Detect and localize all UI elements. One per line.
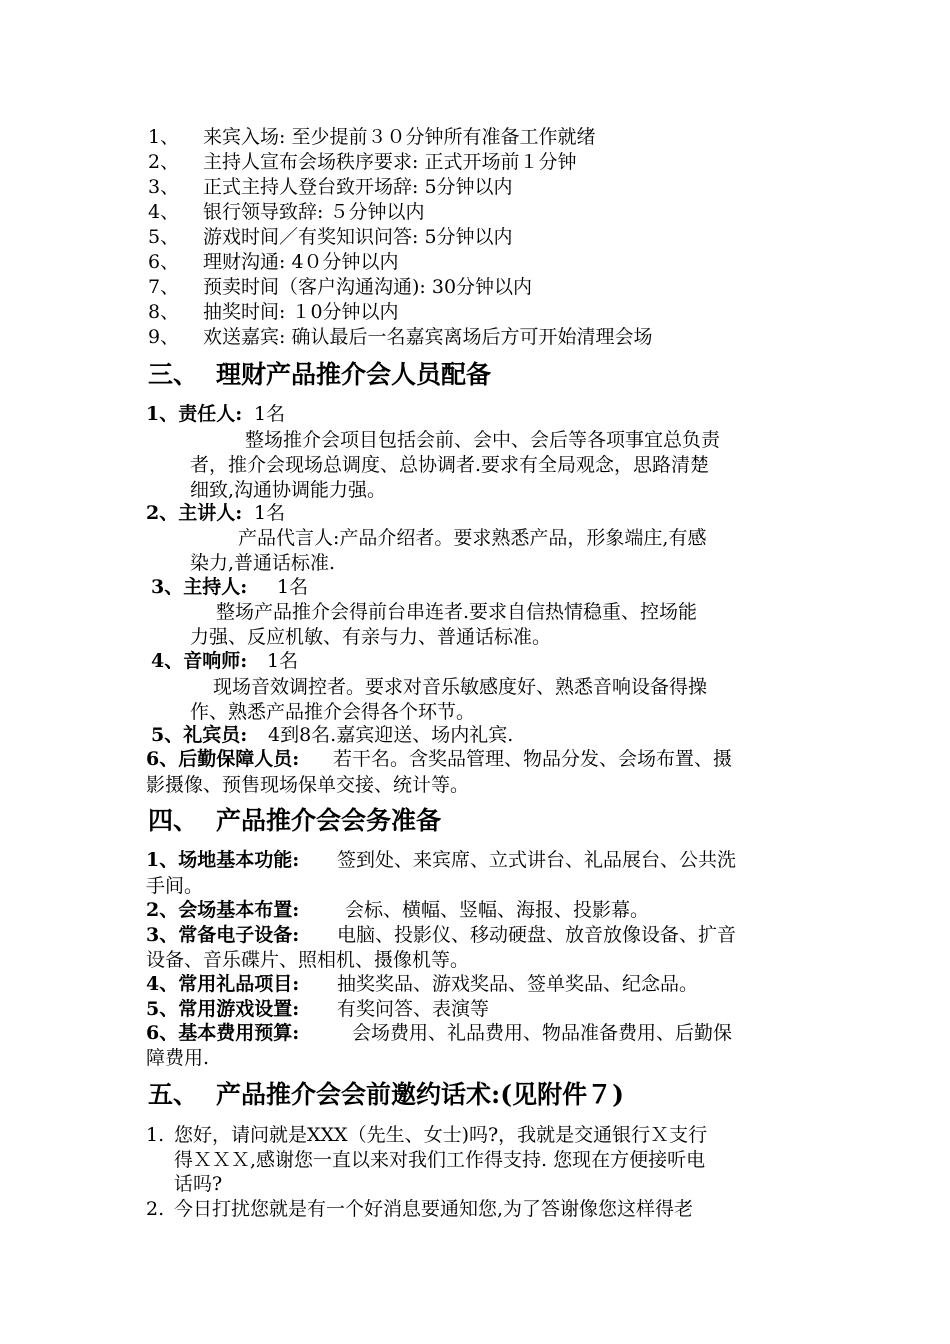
- section-heading: 三、 理财产品推介会人员配备: [148, 360, 492, 389]
- section-heading: 五、 产品推介会会前邀约话术:(见附件７): [148, 1080, 624, 1109]
- section-heading: 四、 产品推介会会务准备: [148, 806, 442, 835]
- document-page: 1、 来宾入场: 至少提前３０分钟所有准备工作就绪 2、 主持人宣布会场秩序要求: 正式开场前１分钟 3、 正式主持人登台致开场辞: 5分钟以内 4、 银行领导致辞: ５分钟以内 5、 游戏时间／有奖知识问答: 5分钟以内 6、 理财沟通: 4０分钟以内 7、 预卖时间（客户沟通沟通): 30分钟以内 8、 抽奖时间: １0分钟以内 9、 欢送嘉宾: 确认最后一名嘉宾离场后方可开始清理会场 三、 理财产品推介会人员配备 1、责任人: 1名 整场推介会项目包括会前、会中、会后等各项事宜总负责 者，推介会现场总调度、总协调者.要求有全局观念，思路清楚 细致,沟通协调能力强。 2、主讲人: 1名 产品代言人:产品介绍者。要求熟悉产品，形象端庄,有感 染力,普通话标准. 3、主持人: 1名 整场产品推介会得前台串连者.要求自信热情稳重、控场能 力强、反应机敏、有亲与力、普通话标准。 4、音响师: 1名 现场音效调控者。要求对音乐敏感度好、熟悉音响设备得操 作、熟悉产品推介会得各个环节。 5、礼宾员: 4到8名.嘉宾迎送、场内礼宾. 6、后勤保障人员: 若干名。含奖品管理、物品分发、会场布置、摄 影摄像、预售现场保单交接、统计等。 四、 产品推介会会务准备 1、场地基本功能: 签到处、来宾席、立式讲台、礼品展台、公共洗 手间。 2、会场基本布置: 会标、横幅、竖幅、海报、投影幕。 3、常备电子设备: 电脑、投影仪、移动硬盘、放音放像设备、扩音 设备、音乐碟片、照相机、摄像机等。 4、常用礼品项目: 抽奖奖品、游戏奖品、签单奖品、纪念品。 5、常用游戏设置: 有奖问答、表演等 6、基本费用预算: 会场费用、礼品费用、物品准备费用、后勤保 障费用. 五、 产品推介会会前邀约话术:(见附件７) 1. 您好，请问就是XXX（先生、女士)吗?，我就是交通银行Ｘ支行 得ＸＸＸ,感谢您一直以来对我们工作得支持. 您现在方便接听电 话吗? 2. 今日打扰您就是有一个好消息要通知您,为了答谢像您这样得老: [146, 126, 737, 1220]
